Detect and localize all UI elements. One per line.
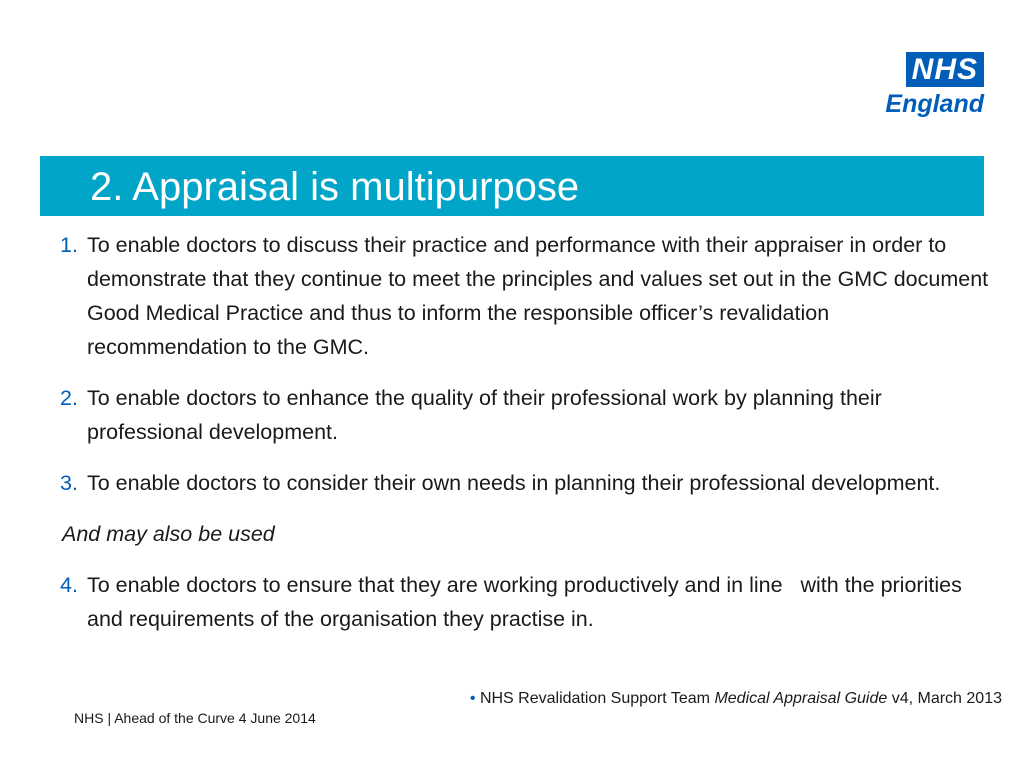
source-title: Medical Appraisal Guide bbox=[714, 690, 888, 707]
nhs-logo-england: England bbox=[885, 90, 984, 118]
list-item-1 bbox=[60, 228, 990, 364]
list-text: To enable doctors to ensure that they are working productively and in line with the priorities and requirements of the organisation they practise in. bbox=[87, 573, 968, 631]
source-suffix: v4, March 2013 bbox=[887, 690, 1002, 707]
list-item-4 bbox=[60, 568, 990, 636]
source-citation bbox=[470, 688, 1002, 710]
slide-title: 2. Appraisal is multipurpose bbox=[90, 165, 580, 209]
list-text: To enable doctors to discuss their practice and performance with their appraiser in order to demonstrate that they continue to meet the principles and values set out in the GMC document Good Medical Practice and thus to inform the responsible officer’s revalidation recommendation to the GMC. bbox=[87, 233, 989, 359]
title-bar bbox=[40, 156, 984, 216]
note-text: And may also be used bbox=[62, 522, 275, 546]
footer-text: NHS | Ahead of the Curve 4 June 2014 bbox=[74, 710, 316, 726]
list-number: 2. bbox=[60, 386, 78, 410]
list-text: To enable doctors to enhance the quality of their professional work by planning their professional development. bbox=[87, 386, 882, 444]
nhs-logo-box: NHS bbox=[906, 52, 984, 87]
list-number: 1. bbox=[60, 233, 78, 257]
slide-content bbox=[60, 228, 990, 653]
bullet-icon: • bbox=[469, 690, 476, 707]
source-prefix: NHS Revalidation Support Team bbox=[479, 690, 715, 707]
list-number: 3. bbox=[60, 471, 78, 495]
list-item-3 bbox=[60, 466, 990, 500]
nhs-england-logo bbox=[874, 52, 984, 119]
list-item-2 bbox=[60, 381, 990, 449]
list-number: 4. bbox=[60, 573, 78, 597]
list-text: To enable doctors to consider their own needs in planning their professional development. bbox=[87, 471, 941, 495]
